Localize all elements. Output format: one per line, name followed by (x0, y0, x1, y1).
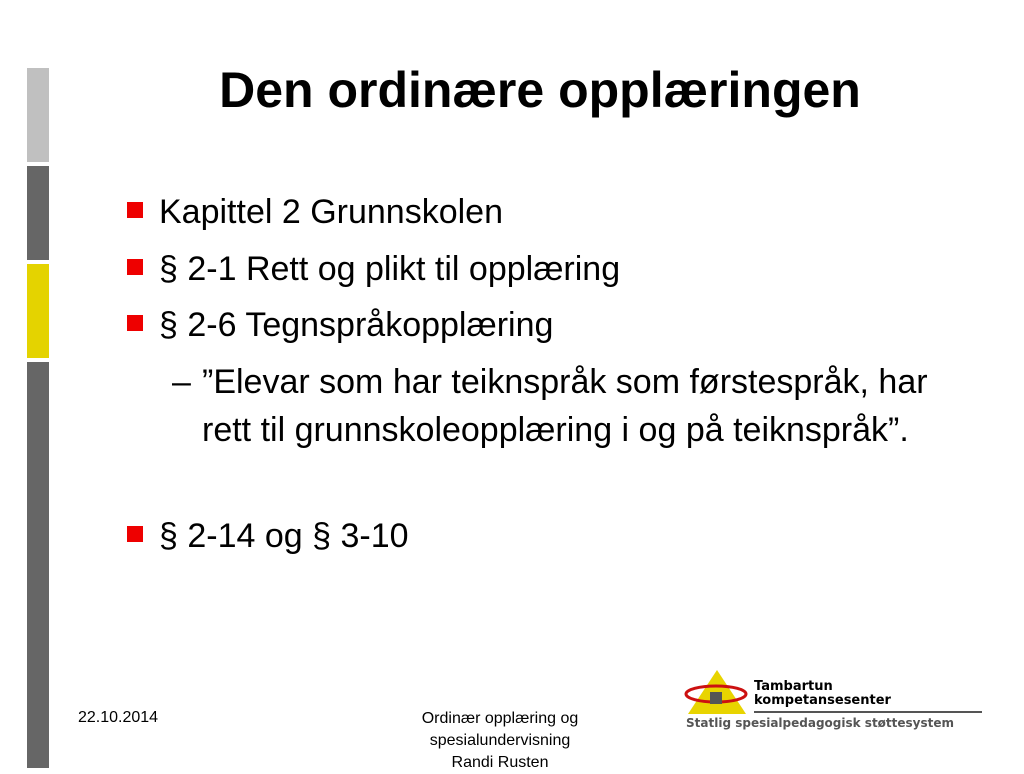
logo-divider (754, 711, 982, 713)
logo-tagline: Statlig spesialpedagogisk støttesystem (686, 716, 955, 730)
logo-name-line-1: Tambartun (754, 679, 833, 694)
bullet-square-icon (127, 202, 143, 218)
slide-title: Den ordinære opplæringen (219, 62, 861, 118)
logo-name-line-2: kompetansesenter (754, 693, 891, 708)
footer-center-text (380, 708, 620, 774)
side-bar-yellow (27, 264, 49, 358)
side-bar-dark-2 (27, 362, 49, 768)
bullet-text: § 2-1 Rett og plikt til opplæring (159, 250, 621, 288)
side-bar-dark-1 (27, 166, 49, 260)
triangle-logo-icon (684, 668, 750, 718)
sub-bullet-text: ”Elevar som har teiknspråk som førstespråk, har rett til grunnskoleopplæring i og på teiknspråk”. (202, 363, 928, 449)
side-bar-light (27, 68, 49, 162)
bullet-text: § 2-6 Tegnspråkopplæring (159, 306, 554, 344)
footer-line-2: spesialundervisning (429, 732, 571, 749)
bullet-square-icon (127, 259, 143, 275)
footer-line-3: Randi Rusten (451, 754, 549, 771)
footer-date: 22.10.2014 (78, 709, 159, 726)
logo-name (754, 680, 891, 708)
bullet-text: Kapittel 2 Grunnskolen (159, 193, 503, 231)
bullet-square-icon (127, 315, 143, 331)
sub-bullet-dash: – (172, 363, 191, 401)
bullet-text: § 2-14 og § 3-10 (159, 517, 409, 555)
bullet-square-icon (127, 526, 143, 542)
footer-line-1: Ordinær opplæring og (421, 710, 579, 727)
tambartun-logo (684, 668, 984, 738)
